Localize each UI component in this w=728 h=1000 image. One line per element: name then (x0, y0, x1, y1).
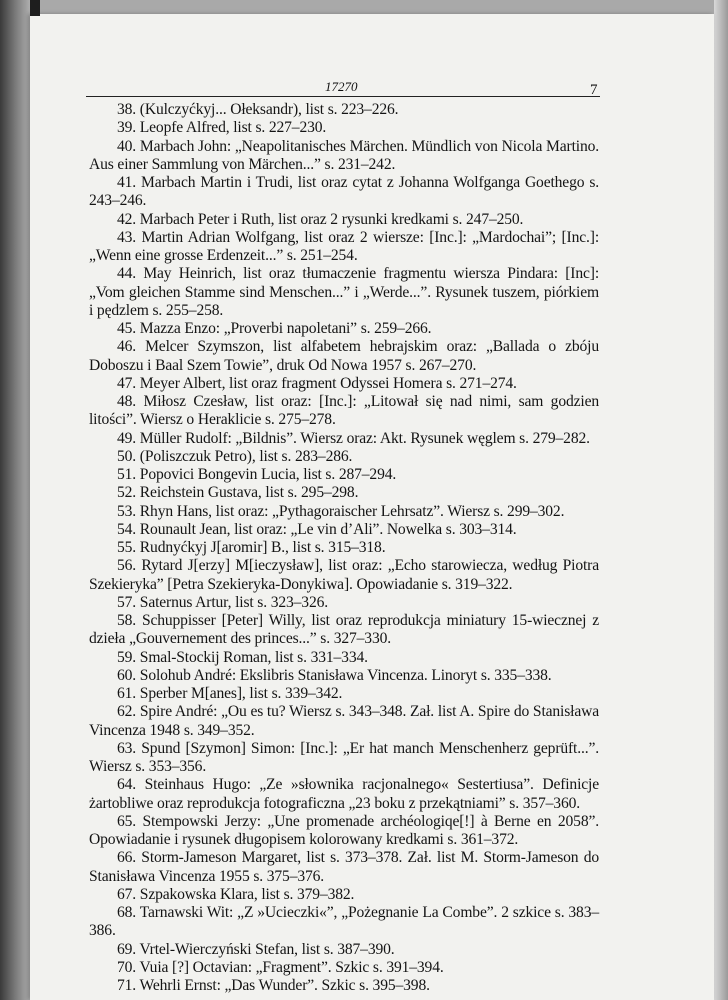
catalog-entry: 60. Solohub André: Ekslibris Stanisława Vincenza. Linoryt s. 335–338. (117, 666, 552, 684)
catalog-entry-list (89, 101, 599, 995)
catalog-entry: 55. Rudnyćkyj J[aromir] B., list s. 315–318. (117, 539, 386, 556)
catalog-entry: 58. Schuppisser [Peter] Willy, list oraz reprodukcja miniatury 15-wiecznej z dzieła „Gouvernement des princes...” s. 327–330. (89, 612, 599, 648)
catalog-entry: 47. Meyer Albert, list oraz fragment Odyssei Homera s. 271–274. (117, 374, 517, 392)
scan-right-edge (714, 0, 728, 1000)
catalog-entry: 53. Rhyn Hans, list oraz: „Pythagoraischer Lehrsatz”. Wiersz s. 299–302. (117, 502, 565, 520)
catalog-number: 17270 (325, 79, 358, 94)
catalog-entry: 54. Rounault Jean, list oraz: „Le vin d’Ali”. Nowelka s. 303–314. (117, 520, 517, 538)
catalog-entry: 50. (Poliszczuk Petro), list s. 283–286. (117, 447, 353, 465)
catalog-entry: 45. Mazza Enzo: „Proverbi napoletani” s. 259–266. (117, 320, 432, 337)
catalog-entry: 40. Marbach John: „Neapolitanisches Märchen. Mündlich von Nicola Martino. Aus einer Sammlung von Märchen...” s. 231–242. (89, 137, 599, 173)
catalog-entry: 66. Storm-Jameson Margaret, list s. 373–378. Zał. list M. Storm-Jameson do Stanisława Vincenza 1955 s. 375–376. (89, 849, 599, 885)
catalog-entry: 42. Marbach Peter i Ruth, list oraz 2 rysunki kredkami s. 247–250. (117, 210, 524, 228)
catalog-entry: 62. Spire André: „Ou es tu? Wiersz s. 343–348. Zał. list A. Spire do Stanisława Vincenza 1948 s. 349–352. (89, 703, 599, 739)
catalog-entry: 39. Leopfe Alfred, list s. 227–230. (117, 119, 327, 137)
catalog-entry: 70. Vuia [?] Octavian: „Fragment”. Szkic s. 391–394. (117, 958, 444, 976)
page-number: 7 (590, 82, 598, 98)
catalog-entry: 48. Miłosz Czesław, list oraz: [Inc.]: „Litował się nad nimi, sam godzien litości”. Wiersz o Heraklicie s. 275–278. (89, 393, 599, 429)
catalog-entry: 49. Müller Rudolf: „Bildnis”. Wiersz oraz: Akt. Rysunek węglem s. 279–282. (117, 429, 590, 447)
catalog-entry: 46. Melcer Szymszon, list alfabetem hebrajskim oraz: „Ballada o zbóju Doboszu i Baal Szem Towie”, druk Od Nowa 1957 s. 267–270. (89, 338, 599, 374)
catalog-entry: 38. (Kulczyćkyj... Ołeksandr), list s. 223–226. (117, 101, 399, 118)
catalog-entry: 52. Reichstein Gustava, list s. 295–298. (117, 484, 359, 502)
catalog-entry: 56. Rytard J[erzy] M[ieczysław], list oraz: „Echo starowiecza, według Piotra Szekieryka” [Petra Szekieryka-Donykiwa]. Opowiadanie s. 319–322. (89, 557, 599, 593)
catalog-entry: 51. Popovici Bongevin Lucia, list s. 287–294. (117, 466, 397, 483)
catalog-entry: 71. Wehrli Ernst: „Das Wunder”. Szkic s. 395–398. (117, 977, 430, 994)
catalog-entry: 65. Stempowski Jerzy: „Une promenade archéologiqe[!] à Berne en 2058”. Opowiadanie i rysunek długopisem kolorowany kredkami s. 361–372. (89, 812, 599, 848)
catalog-entry: 44. May Heinrich, list oraz tłumaczenie fragmentu wiersza Pindara: [Inc]: „Vom gleichen Stamme sind Menschen...” i „Werde...”. Rysunek tuszem, piórkiem i pędzlem s. 255–258. (89, 265, 599, 319)
catalog-entry: 41. Marbach Martin i Trudi, list oraz cytat z Johanna Wolfganga Goethego s. 243–246. (89, 174, 599, 210)
catalog-entry: 64. Steinhaus Hugo: „Ze »słownika racjonalnego« Sestertiusa”. Definicje żartobliwe oraz reprodukcja fotograficzna „23 boku z przekątniami” s. 357–360. (89, 776, 599, 812)
binding-clip (30, 0, 40, 16)
scan-binding-edge (0, 0, 34, 1000)
catalog-entry: 61. Sperber M[anes], list s. 339–342. (117, 685, 343, 702)
catalog-entry: 63. Spund [Szymon] Simon: [Inc.]: „Er hat manch Menschenherz geprüft...”. Wiersz s. 353–356. (89, 739, 599, 775)
header-rule (86, 96, 600, 97)
catalog-entry: 68. Tarnawski Wit: „Z »Ucieczki«”, „Pożegnanie La Combe”. 2 szkice s. 383–386. (89, 904, 599, 940)
catalog-entry: 69. Vrtel-Wierczyński Stefan, list s. 387–390. (117, 940, 395, 958)
catalog-entry: 59. Smal-Stockij Roman, list s. 331–334. (117, 648, 368, 666)
catalog-entry: 57. Saternus Artur, list s. 323–326. (117, 593, 328, 611)
catalog-entry: 43. Martin Adrian Wolfgang, list oraz 2 wiersze: [Inc.]: „Mardochai”; [Inc.]: „Wenn eine grosse Erdenzeit...” s. 251–254. (89, 228, 599, 264)
catalog-entry: 67. Szpakowska Klara, list s. 379–382. (117, 885, 355, 903)
